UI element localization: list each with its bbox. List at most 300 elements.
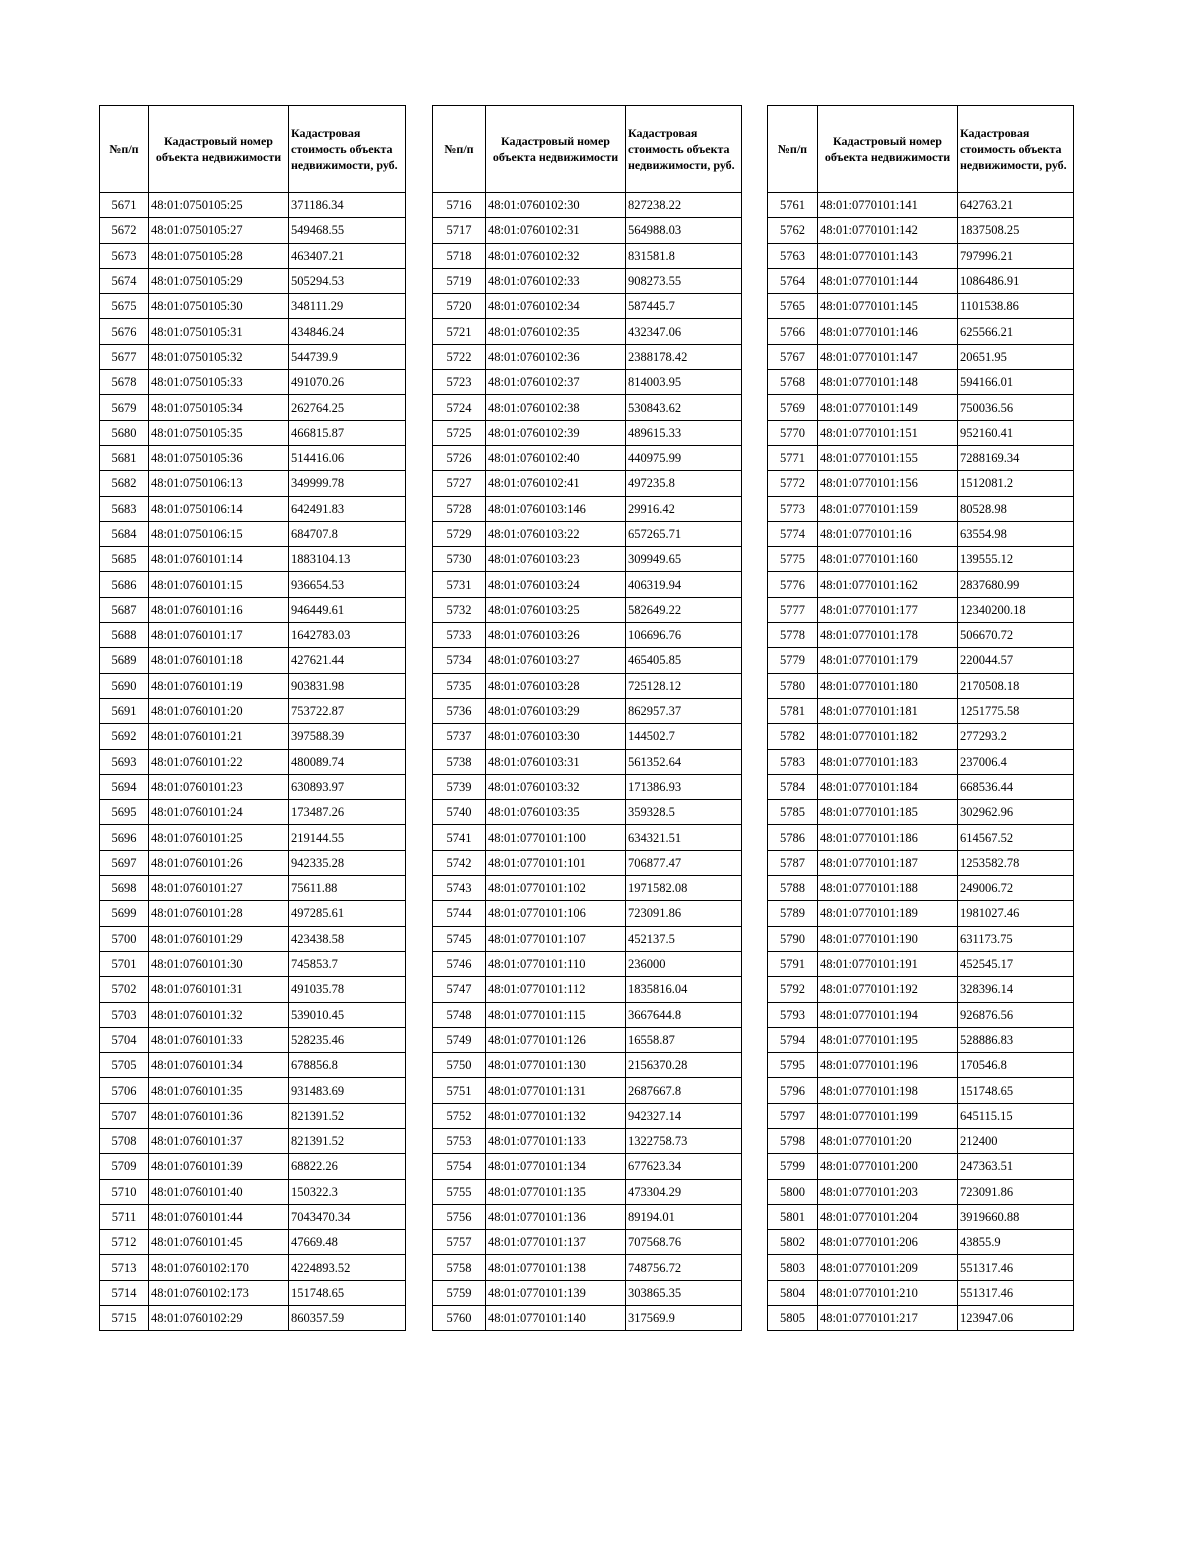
row-number: 5729 [433, 521, 486, 546]
row-number: 5759 [433, 1280, 486, 1305]
row-number: 5785 [768, 800, 818, 825]
cadastral-number: 48:01:0770101:106 [486, 901, 626, 926]
table-header-row [100, 106, 406, 193]
cadastral-number: 48:01:0770101:101 [486, 850, 626, 875]
table-row [433, 1255, 742, 1280]
table-row [433, 1179, 742, 1204]
cadastral-value: 3667644.8 [626, 1002, 742, 1027]
row-number: 5743 [433, 876, 486, 901]
row-number: 5721 [433, 319, 486, 344]
row-number: 5779 [768, 648, 818, 673]
table-row [768, 344, 1074, 369]
table-row [768, 749, 1074, 774]
cadastral-number: 48:01:0760102:34 [486, 294, 626, 319]
cadastral-value: 20651.95 [958, 344, 1074, 369]
cadastral-value: 348111.29 [289, 294, 406, 319]
row-number: 5752 [433, 1103, 486, 1128]
row-number: 5705 [100, 1053, 149, 1078]
cadastral-number: 48:01:0770101:136 [486, 1204, 626, 1229]
table-row [100, 977, 406, 1002]
row-number: 5695 [100, 800, 149, 825]
row-number: 5754 [433, 1154, 486, 1179]
row-number: 5725 [433, 420, 486, 445]
cadastral-number: 48:01:0760101:31 [149, 977, 289, 1002]
cadastral-number: 48:01:0770101:145 [818, 294, 958, 319]
table-row [100, 319, 406, 344]
row-number: 5671 [100, 193, 149, 218]
row-number: 5745 [433, 926, 486, 951]
row-number: 5773 [768, 496, 818, 521]
cadastral-number: 48:01:0760101:40 [149, 1179, 289, 1204]
cadastral-value: 2837680.99 [958, 572, 1074, 597]
row-number: 5734 [433, 648, 486, 673]
cadastral-number: 48:01:0760102:38 [486, 395, 626, 420]
header-cadastral-number: Кадастровый номер объекта недвижимости [486, 106, 626, 193]
cadastral-number: 48:01:0770101:189 [818, 901, 958, 926]
table-row [768, 547, 1074, 572]
row-number: 5744 [433, 901, 486, 926]
row-number: 5692 [100, 724, 149, 749]
cadastral-value: 551317.46 [958, 1255, 1074, 1280]
table-row [768, 951, 1074, 976]
cadastral-value: 821391.52 [289, 1103, 406, 1128]
cadastral-number: 48:01:0760102:40 [486, 445, 626, 470]
cadastral-number: 48:01:0770101:131 [486, 1078, 626, 1103]
table-row [433, 1280, 742, 1305]
table-row [433, 698, 742, 723]
cadastral-number: 48:01:0770101:210 [818, 1280, 958, 1305]
table-row [768, 850, 1074, 875]
cadastral-value: 302962.96 [958, 800, 1074, 825]
cadastral-number: 48:01:0760103:23 [486, 547, 626, 572]
cadastral-number: 48:01:0760102:30 [486, 193, 626, 218]
row-number: 5699 [100, 901, 149, 926]
cadastral-number: 48:01:0760103:146 [486, 496, 626, 521]
table-row [100, 1255, 406, 1280]
cadastral-value: 1883104.13 [289, 547, 406, 572]
table-row [433, 370, 742, 395]
cadastral-number: 48:01:0760101:15 [149, 572, 289, 597]
cadastral-number: 48:01:0770101:142 [818, 218, 958, 243]
cadastral-value: 528886.83 [958, 1027, 1074, 1052]
cadastral-number: 48:01:0760103:30 [486, 724, 626, 749]
row-number: 5765 [768, 294, 818, 319]
table-row [100, 370, 406, 395]
row-number: 5763 [768, 243, 818, 268]
cadastral-number: 48:01:0750105:29 [149, 268, 289, 293]
cadastral-value: 473304.29 [626, 1179, 742, 1204]
cadastral-value: 530843.62 [626, 395, 742, 420]
row-number: 5685 [100, 547, 149, 572]
table-row [433, 597, 742, 622]
row-number: 5735 [433, 673, 486, 698]
table-row [100, 673, 406, 698]
header-number: №п/п [433, 106, 486, 193]
cadastral-value: 1642783.03 [289, 623, 406, 648]
row-number: 5801 [768, 1204, 818, 1229]
table-row [100, 825, 406, 850]
row-number: 5697 [100, 850, 149, 875]
row-number: 5767 [768, 344, 818, 369]
row-number: 5799 [768, 1154, 818, 1179]
cadastral-value: 797996.21 [958, 243, 1074, 268]
table-row [433, 850, 742, 875]
row-number: 5708 [100, 1128, 149, 1153]
cadastral-value: 237006.4 [958, 749, 1074, 774]
header-cadastral-value: Кадастровая стоимость объекта недвижимости, руб. [958, 106, 1074, 193]
table-row [433, 193, 742, 218]
header-cadastral-value: Кадастровая стоимость объекта недвижимости, руб. [626, 106, 742, 193]
cadastral-value: 16558.87 [626, 1027, 742, 1052]
table-row [768, 648, 1074, 673]
table-row [768, 1078, 1074, 1103]
row-number: 5774 [768, 521, 818, 546]
cadastral-number: 48:01:0770101:186 [818, 825, 958, 850]
cadastral-number: 48:01:0770101:100 [486, 825, 626, 850]
cadastral-number: 48:01:0760101:19 [149, 673, 289, 698]
row-number: 5691 [100, 698, 149, 723]
cadastral-number: 48:01:0770101:160 [818, 547, 958, 572]
cadastral-number: 48:01:0750105:34 [149, 395, 289, 420]
table-row [768, 1154, 1074, 1179]
row-number: 5731 [433, 572, 486, 597]
row-number: 5757 [433, 1230, 486, 1255]
row-number: 5753 [433, 1128, 486, 1153]
cadastral-value: 236000 [626, 951, 742, 976]
cadastral-value: 423438.58 [289, 926, 406, 951]
table-row [100, 648, 406, 673]
table-row [433, 1053, 742, 1078]
table-row [433, 1230, 742, 1255]
table-row [100, 471, 406, 496]
cadastral-number: 48:01:0770101:107 [486, 926, 626, 951]
row-number: 5718 [433, 243, 486, 268]
row-number: 5722 [433, 344, 486, 369]
row-number: 5680 [100, 420, 149, 445]
table-row [100, 901, 406, 926]
table-header-row [768, 106, 1074, 193]
cadastral-value: 75611.88 [289, 876, 406, 901]
table-row [768, 698, 1074, 723]
cadastral-value: 505294.53 [289, 268, 406, 293]
cadastral-value: 173487.26 [289, 800, 406, 825]
cadastral-value: 594166.01 [958, 370, 1074, 395]
table-row [100, 1053, 406, 1078]
cadastral-value: 2388178.42 [626, 344, 742, 369]
header-number: №п/п [768, 106, 818, 193]
table-body [100, 193, 406, 1331]
cadastral-number: 48:01:0770101:130 [486, 1053, 626, 1078]
cadastral-value: 625566.21 [958, 319, 1074, 344]
cadastral-number: 48:01:0760102:170 [149, 1255, 289, 1280]
cadastral-value: 170546.8 [958, 1053, 1074, 1078]
row-number: 5787 [768, 850, 818, 875]
cadastral-value: 903831.98 [289, 673, 406, 698]
cadastral-number: 48:01:0770101:180 [818, 673, 958, 698]
table-row [433, 648, 742, 673]
cadastral-number: 48:01:0760101:22 [149, 749, 289, 774]
row-number: 5771 [768, 445, 818, 470]
table-row [433, 749, 742, 774]
row-number: 5716 [433, 193, 486, 218]
cadastral-value: 862957.37 [626, 698, 742, 723]
cadastral-number: 48:01:0770101:194 [818, 1002, 958, 1027]
table-row [433, 977, 742, 1002]
table-row [768, 193, 1074, 218]
cadastral-value: 587445.7 [626, 294, 742, 319]
row-number: 5683 [100, 496, 149, 521]
row-number: 5723 [433, 370, 486, 395]
cadastral-value: 123947.06 [958, 1306, 1074, 1331]
table-row [100, 1280, 406, 1305]
row-number: 5804 [768, 1280, 818, 1305]
row-number: 5710 [100, 1179, 149, 1204]
header-number: №п/п [100, 106, 149, 193]
cadastral-number: 48:01:0770101:217 [818, 1306, 958, 1331]
table-row [433, 800, 742, 825]
row-number: 5756 [433, 1204, 486, 1229]
row-number: 5791 [768, 951, 818, 976]
row-number: 5777 [768, 597, 818, 622]
table-row [100, 724, 406, 749]
table-row [433, 268, 742, 293]
table-row [768, 1103, 1074, 1128]
cadastral-number: 48:01:0770101:147 [818, 344, 958, 369]
cadastral-value: 220044.57 [958, 648, 1074, 673]
row-number: 5788 [768, 876, 818, 901]
row-number: 5709 [100, 1154, 149, 1179]
row-number: 5676 [100, 319, 149, 344]
table-row [100, 344, 406, 369]
table-row [768, 521, 1074, 546]
row-number: 5750 [433, 1053, 486, 1078]
cadastral-value: 427621.44 [289, 648, 406, 673]
row-number: 5694 [100, 774, 149, 799]
table-row [768, 268, 1074, 293]
cadastral-value: 528235.46 [289, 1027, 406, 1052]
row-number: 5712 [100, 1230, 149, 1255]
cadastral-value: 497285.61 [289, 901, 406, 926]
cadastral-value: 630893.97 [289, 774, 406, 799]
table-row [433, 420, 742, 445]
table-row [433, 496, 742, 521]
table-row [768, 420, 1074, 445]
cadastral-value: 371186.34 [289, 193, 406, 218]
table-header-row [433, 106, 742, 193]
cadastral-number: 48:01:0760102:33 [486, 268, 626, 293]
table-row [768, 445, 1074, 470]
cadastral-number: 48:01:0770101:209 [818, 1255, 958, 1280]
cadastral-number: 48:01:0770101:185 [818, 800, 958, 825]
cadastral-number: 48:01:0750105:30 [149, 294, 289, 319]
cadastral-number: 48:01:0770101:155 [818, 445, 958, 470]
table-row [100, 1230, 406, 1255]
row-number: 5739 [433, 774, 486, 799]
cadastral-number: 48:01:0760102:41 [486, 471, 626, 496]
cadastral-value: 328396.14 [958, 977, 1074, 1002]
cadastral-value: 745853.7 [289, 951, 406, 976]
cadastral-value: 725128.12 [626, 673, 742, 698]
table-row [768, 825, 1074, 850]
cadastral-value: 814003.95 [626, 370, 742, 395]
cadastral-value: 908273.55 [626, 268, 742, 293]
table-row [100, 774, 406, 799]
table-row [433, 547, 742, 572]
row-number: 5698 [100, 876, 149, 901]
cadastral-value: 249006.72 [958, 876, 1074, 901]
cadastral-value: 926876.56 [958, 1002, 1074, 1027]
cadastral-value: 440975.99 [626, 445, 742, 470]
cadastral-value: 821391.52 [289, 1128, 406, 1153]
cadastral-number: 48:01:0760103:26 [486, 623, 626, 648]
row-number: 5796 [768, 1078, 818, 1103]
cadastral-value: 491070.26 [289, 370, 406, 395]
table-row [433, 1204, 742, 1229]
cadastral-value: 946449.61 [289, 597, 406, 622]
row-number: 5732 [433, 597, 486, 622]
cadastral-number: 48:01:0760102:35 [486, 319, 626, 344]
row-number: 5715 [100, 1306, 149, 1331]
cadastral-value: 750036.56 [958, 395, 1074, 420]
table-row [100, 876, 406, 901]
cadastral-value: 151748.65 [958, 1078, 1074, 1103]
cadastral-value: 4224893.52 [289, 1255, 406, 1280]
row-number: 5740 [433, 800, 486, 825]
cadastral-value: 539010.45 [289, 1002, 406, 1027]
table-row [433, 572, 742, 597]
cadastral-number: 48:01:0770101:200 [818, 1154, 958, 1179]
cadastral-value: 43855.9 [958, 1230, 1074, 1255]
table-row [100, 1128, 406, 1153]
cadastral-value: 432347.06 [626, 319, 742, 344]
cadastral-number: 48:01:0760103:24 [486, 572, 626, 597]
row-number: 5714 [100, 1280, 149, 1305]
cadastral-value: 677623.34 [626, 1154, 742, 1179]
row-number: 5766 [768, 319, 818, 344]
cadastral-number: 48:01:0770101:206 [818, 1230, 958, 1255]
cadastral-value: 3919660.88 [958, 1204, 1074, 1229]
table-row [433, 825, 742, 850]
table-row [100, 294, 406, 319]
cadastral-number: 48:01:0770101:102 [486, 876, 626, 901]
table-row [100, 572, 406, 597]
cadastral-number: 48:01:0760103:28 [486, 673, 626, 698]
cadastral-value: 303865.35 [626, 1280, 742, 1305]
row-number: 5737 [433, 724, 486, 749]
table-row [768, 1053, 1074, 1078]
cadastral-number: 48:01:0760102:31 [486, 218, 626, 243]
cadastral-value: 465405.85 [626, 648, 742, 673]
cadastral-value: 614567.52 [958, 825, 1074, 850]
table-row [100, 926, 406, 951]
row-number: 5781 [768, 698, 818, 723]
table-body [768, 193, 1074, 1331]
cadastral-number: 48:01:0770101:134 [486, 1154, 626, 1179]
row-number: 5690 [100, 673, 149, 698]
cadastral-number: 48:01:0770101:144 [818, 268, 958, 293]
cadastral-number: 48:01:0770101:20 [818, 1128, 958, 1153]
cadastral-number: 48:01:0770101:115 [486, 1002, 626, 1027]
row-number: 5751 [433, 1078, 486, 1103]
cadastral-value: 1835816.04 [626, 977, 742, 1002]
cadastral-number: 48:01:0760103:35 [486, 800, 626, 825]
table-row [433, 218, 742, 243]
table-row [768, 572, 1074, 597]
cadastral-value: 544739.9 [289, 344, 406, 369]
cadastral-value: 645115.15 [958, 1103, 1074, 1128]
cadastral-number: 48:01:0770101:184 [818, 774, 958, 799]
cadastral-number: 48:01:0750106:13 [149, 471, 289, 496]
cadastral-value: 2687667.8 [626, 1078, 742, 1103]
cadastral-table-3 [767, 105, 1074, 1331]
cadastral-number: 48:01:0750105:33 [149, 370, 289, 395]
row-number: 5700 [100, 926, 149, 951]
cadastral-number: 48:01:0770101:156 [818, 471, 958, 496]
cadastral-number: 48:01:0770101:183 [818, 749, 958, 774]
row-number: 5747 [433, 977, 486, 1002]
cadastral-number: 48:01:0750105:25 [149, 193, 289, 218]
cadastral-value: 139555.12 [958, 547, 1074, 572]
cadastral-value: 1512081.2 [958, 471, 1074, 496]
row-number: 5736 [433, 698, 486, 723]
row-number: 5674 [100, 268, 149, 293]
row-number: 5764 [768, 268, 818, 293]
table-row [100, 623, 406, 648]
row-number: 5760 [433, 1306, 486, 1331]
table-row [100, 445, 406, 470]
cadastral-number: 48:01:0770101:148 [818, 370, 958, 395]
table-row [768, 1179, 1074, 1204]
row-number: 5693 [100, 749, 149, 774]
table-row [768, 901, 1074, 926]
cadastral-number: 48:01:0770101:190 [818, 926, 958, 951]
cadastral-number: 48:01:0770101:16 [818, 521, 958, 546]
table-row [100, 800, 406, 825]
cadastral-number: 48:01:0770101:126 [486, 1027, 626, 1052]
cadastral-number: 48:01:0760101:30 [149, 951, 289, 976]
table-row [433, 1128, 742, 1153]
cadastral-value: 931483.69 [289, 1078, 406, 1103]
cadastral-value: 2156370.28 [626, 1053, 742, 1078]
row-number: 5792 [768, 977, 818, 1002]
cadastral-value: 657265.71 [626, 521, 742, 546]
row-number: 5790 [768, 926, 818, 951]
cadastral-number: 48:01:0760101:45 [149, 1230, 289, 1255]
cadastral-number: 48:01:0760101:33 [149, 1027, 289, 1052]
cadastral-value: 434846.24 [289, 319, 406, 344]
cadastral-number: 48:01:0760102:29 [149, 1306, 289, 1331]
cadastral-number: 48:01:0760101:18 [149, 648, 289, 673]
row-number: 5742 [433, 850, 486, 875]
cadastral-value: 89194.01 [626, 1204, 742, 1229]
cadastral-number: 48:01:0760101:16 [149, 597, 289, 622]
row-number: 5769 [768, 395, 818, 420]
table-row [768, 597, 1074, 622]
cadastral-number: 48:01:0760101:28 [149, 901, 289, 926]
cadastral-value: 309949.65 [626, 547, 742, 572]
row-number: 5749 [433, 1027, 486, 1052]
row-number: 5783 [768, 749, 818, 774]
cadastral-number: 48:01:0760103:22 [486, 521, 626, 546]
cadastral-number: 48:01:0760101:37 [149, 1128, 289, 1153]
cadastral-value: 212400 [958, 1128, 1074, 1153]
cadastral-number: 48:01:0760101:34 [149, 1053, 289, 1078]
table-row [768, 876, 1074, 901]
row-number: 5805 [768, 1306, 818, 1331]
cadastral-number: 48:01:0770101:140 [486, 1306, 626, 1331]
cadastral-number: 48:01:0750105:28 [149, 243, 289, 268]
row-number: 5728 [433, 496, 486, 521]
